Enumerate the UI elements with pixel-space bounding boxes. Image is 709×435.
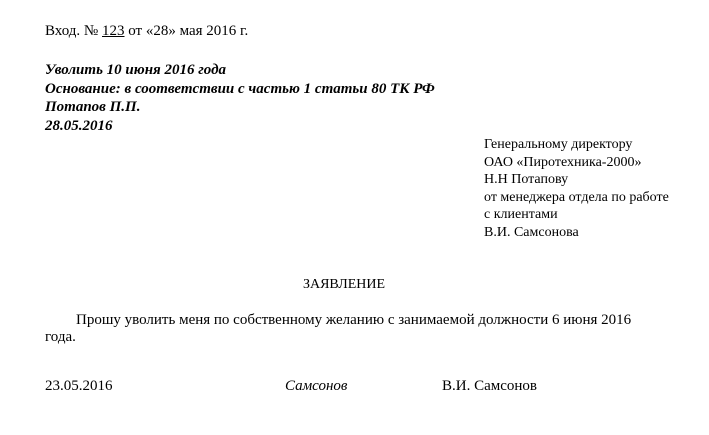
addressee-line: Н.Н Потапову xyxy=(484,172,569,187)
body-text-line: года. xyxy=(45,329,76,345)
resolution-line: Уволить 10 июня 2016 года xyxy=(45,62,227,78)
addressee-line: от менеджера отдела по работе xyxy=(484,189,669,205)
resolution-line: Основание: в соответствии с частью 1 статьи 80 ТК РФ xyxy=(45,80,435,97)
handwritten-signature: Самсонов xyxy=(285,378,348,394)
addressee-line: с клиентами xyxy=(484,207,558,222)
document-title: ЗАЯВЛЕНИЕ xyxy=(302,277,386,292)
incoming-registration xyxy=(45,22,248,40)
director-resolution xyxy=(45,61,435,135)
resolution-line: Потапов П.П. xyxy=(45,99,141,115)
resolution-line: 28.05.2016 xyxy=(45,117,113,134)
body-text-line: Прошу уволить меня по собственному желанию с занимаемой должности 6 июня 2016 xyxy=(76,312,632,328)
signer-name: В.И. Самсонов xyxy=(442,378,538,394)
signature-date: 23.05.2016 xyxy=(45,378,113,394)
incoming-date: от «28» мая 2016 г. xyxy=(124,23,249,39)
addressee-block xyxy=(484,136,669,241)
incoming-prefix: Вход. № xyxy=(45,23,102,39)
addressee-line: Генеральному директору xyxy=(484,137,633,152)
incoming-number: 123 xyxy=(102,23,125,39)
addressee-line: В.И. Самсонова xyxy=(484,224,579,240)
addressee-line: ОАО «Пиротехника-2000» xyxy=(484,154,642,170)
